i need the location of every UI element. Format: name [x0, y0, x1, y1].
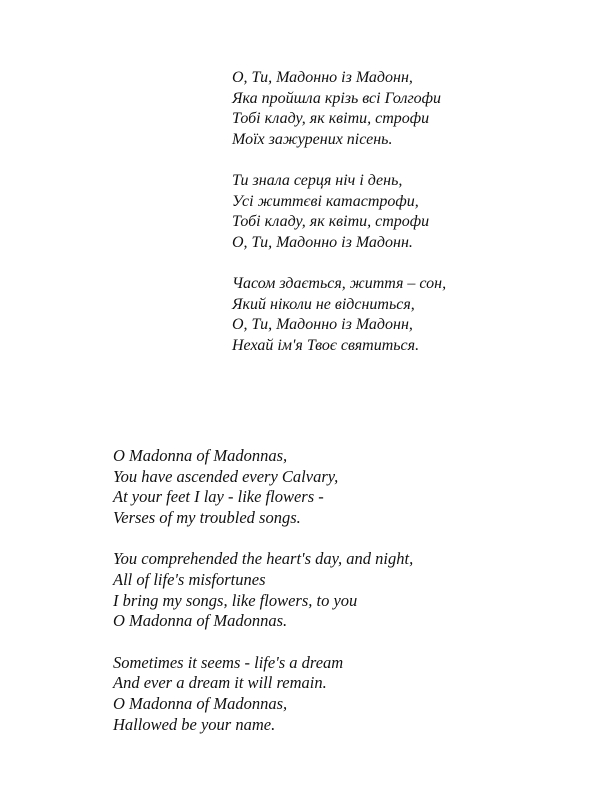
poem-line: O Madonna of Madonnas,	[113, 693, 288, 713]
poem-line: О, Ти, Мадонно із Мадонн,	[232, 69, 413, 86]
poem-line: Усі життєві катастрофи,	[232, 192, 419, 210]
english-stanza-2	[113, 549, 413, 631]
poem-line: And ever a dream it will remain.	[113, 673, 327, 693]
ukrainian-poem	[232, 68, 446, 377]
ukrainian-stanza-2	[232, 171, 446, 253]
poem-line: Нехай ім'я Твоє святиться.	[232, 336, 420, 354]
poem-line: You comprehended the heart's day, and night,	[113, 549, 414, 569]
poem-line: Hallowed be your name.	[113, 714, 276, 734]
poem-line: Яка пройшла крізь всі Голгофи	[232, 89, 442, 107]
ukrainian-stanza-1	[232, 68, 446, 150]
poem-line: All of life's misfortunes	[113, 569, 266, 589]
poem-line: Verses of my troubled songs.	[113, 507, 301, 527]
english-stanza-1	[113, 446, 413, 528]
poem-line: Ти знала серця ніч і день,	[232, 172, 403, 189]
english-poem	[113, 446, 413, 756]
poem-line: Тобі кладу, як квіти, строфи	[232, 213, 430, 230]
poem-line: You have ascended every Calvary,	[113, 466, 339, 486]
poem-line: Моїх зажурених пісень.	[232, 130, 393, 148]
poem-line: Який ніколи не відсниться,	[232, 295, 415, 313]
poem-line: I bring my songs, like flowers, to you	[113, 590, 358, 610]
poem-line: О, Ти, Мадонно із Мадонн,	[232, 316, 413, 333]
poem-line: Тобі кладу, як квіти, строфи	[232, 110, 430, 127]
poem-line: Sometimes it seems - life's a dream	[113, 652, 344, 672]
poem-line: O Madonna of Madonnas.	[113, 611, 288, 631]
poem-line: O Madonna of Madonnas,	[113, 446, 288, 465]
ukrainian-stanza-3	[232, 274, 446, 356]
poem-line: Часом здається, життя – сон,	[232, 275, 447, 292]
poem-line: At your feet I lay - like flowers -	[113, 487, 324, 507]
poem-line: О, Ти, Мадонно із Мадонн.	[232, 233, 413, 251]
english-stanza-3	[113, 653, 413, 735]
